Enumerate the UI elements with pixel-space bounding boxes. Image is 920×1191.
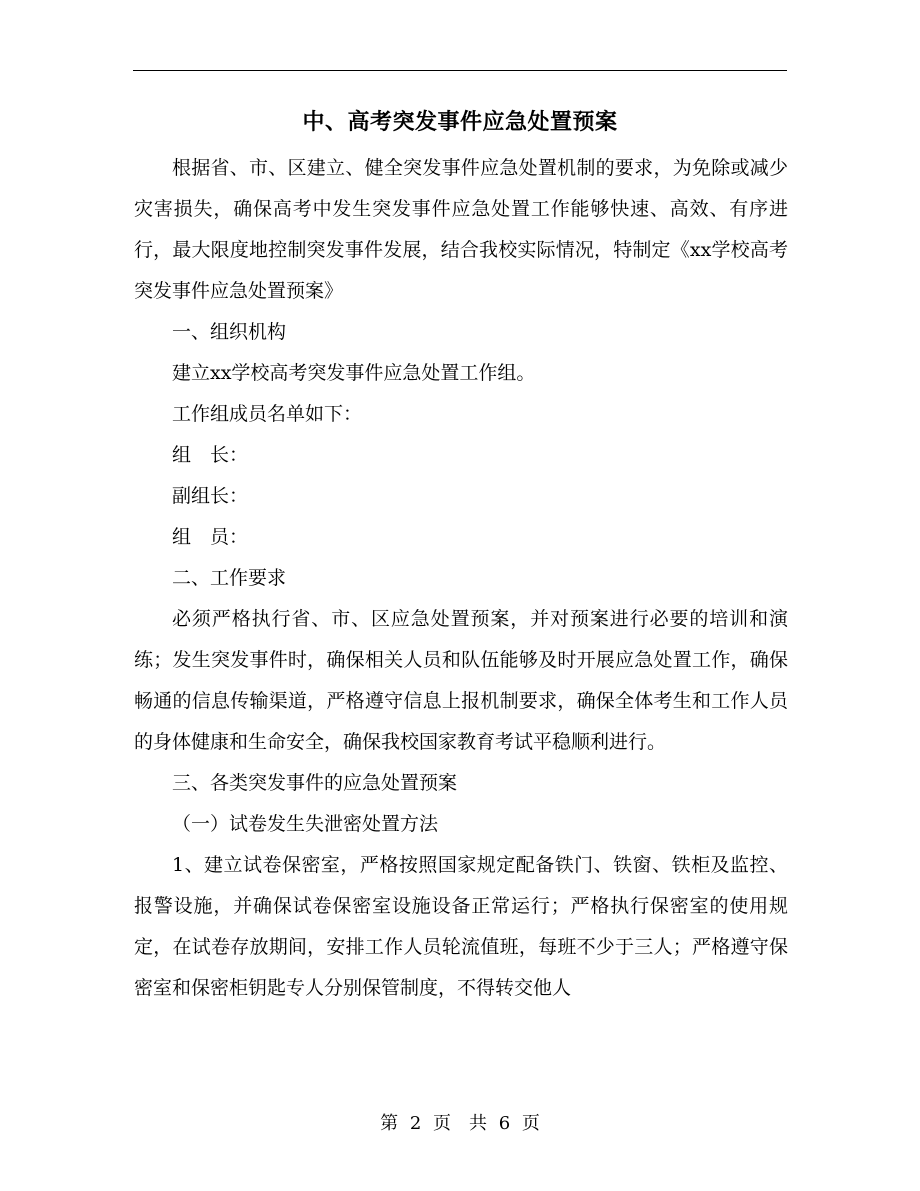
total-pages-number: 6 bbox=[498, 1113, 511, 1134]
deputy-label: 副组长： bbox=[172, 485, 249, 507]
section-1-text: 建立xx学校高考突发事件应急处置工作组。 bbox=[172, 362, 536, 384]
member-label: 组 员： bbox=[172, 526, 249, 548]
leader-label: 组 长： bbox=[172, 444, 249, 466]
document-title: 中、高考突发事件应急处置预案 bbox=[302, 110, 618, 135]
header-rule bbox=[133, 70, 787, 71]
intro-paragraph: 根据省、市、区建立、健全突发事件应急处置机制的要求，为免除或减少灾害损失，确保高考中发生突发事件应急处置工作能够快速、高效、有序进行，最大限度地控制突发事件发展，结合我校实际情况，特制定《xx学校高考突发事件应急处置预案》 bbox=[134, 157, 788, 302]
section-3-heading: 三、各类突发事件的应急处置预案 bbox=[172, 772, 458, 794]
current-page-number: 2 bbox=[409, 1113, 422, 1134]
subsection-1-heading: （一）试卷发生失泄密处置方法 bbox=[172, 813, 439, 835]
page-label-prefix: 第 bbox=[380, 1113, 399, 1134]
members-intro: 工作组成员名单如下： bbox=[172, 403, 363, 425]
page-footer bbox=[0, 1110, 920, 1138]
page-label-mid: 页 共 bbox=[433, 1113, 487, 1134]
title-container bbox=[0, 105, 920, 141]
item-1-paragraph: 1、建立试卷保密室，严格按照国家规定配备铁门、铁窗、铁柜及监控、报警设施，并确保试卷保密室设施设备正常运行；严格执行保密室的使用规定，在试卷存放期间，安排工作人员轮流值班，每班不少于三人；严格遵守保密室和保密柜钥匙专人分别保管制度，不得转交他人 bbox=[134, 854, 788, 999]
section-2-heading: 二、工作要求 bbox=[172, 567, 287, 589]
section-2-paragraph: 必须严格执行省、市、区应急处置预案，并对预案进行必要的培训和演练；发生突发事件时，确保相关人员和队伍能够及时开展应急处置工作，确保畅通的信息传输渠道，严格遵守信息上报机制要求，确保全体考生和工作人员的身体健康和生命安全，确保我校国家教育考试平稳顺利进行。 bbox=[134, 608, 788, 753]
page-label-suffix: 页 bbox=[521, 1113, 540, 1134]
document-body bbox=[134, 148, 788, 1009]
section-1-heading: 一、组织机构 bbox=[172, 321, 287, 343]
